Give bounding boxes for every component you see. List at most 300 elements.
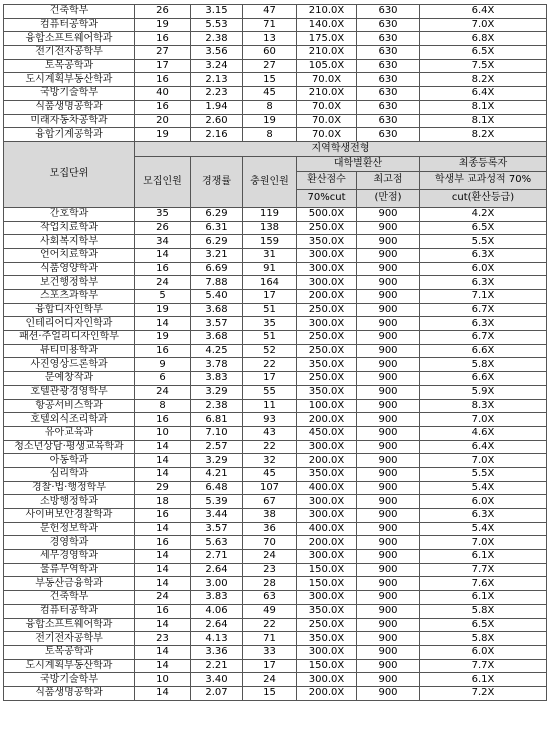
quota-cell: 19 [135,331,191,345]
competition-ratio-cell: 2.38 [191,32,243,46]
final-grade-cut-cell: 5.8X [420,358,547,372]
unit-name-cell: 경영학과 [4,536,135,550]
unit-name-cell: 스포츠과학부 [4,290,135,304]
max-score-cell: 900 [357,645,420,659]
converted-score-cut-cell: 450.0X [297,426,357,440]
max-score-cell: 630 [357,87,420,101]
converted-score-cut-cell: 400.0X [297,481,357,495]
converted-score-cut-cell: 300.0X [297,495,357,509]
admitted-count-cell: 35 [243,317,297,331]
table-row [4,358,547,372]
final-grade-cut-cell: 5.9X [420,385,547,399]
quota-cell: 10 [135,426,191,440]
final-grade-cut-cell: 6.4X [420,440,547,454]
admitted-count-cell: 52 [243,344,297,358]
unit-name-cell: 패션·주얼리디자인학부 [4,331,135,345]
admitted-count-cell: 60 [243,46,297,60]
quota-cell: 9 [135,358,191,372]
quota-cell: 14 [135,317,191,331]
admitted-count-cell: 38 [243,509,297,523]
converted-score-cut-cell: 250.0X [297,303,357,317]
competition-ratio-cell: 2.16 [191,128,243,142]
quota-cell: 5 [135,290,191,304]
competition-ratio-cell: 3.24 [191,59,243,73]
max-score-cell: 900 [357,331,420,345]
max-score-cell: 900 [357,426,420,440]
max-score-cell: 900 [357,686,420,700]
final-grade-cut-cell: 5.4X [420,522,547,536]
unit-name-cell: 항공서비스학과 [4,399,135,413]
converted-score-cut-cell: 175.0X [297,32,357,46]
competition-ratio-cell: 2.71 [191,550,243,564]
admitted-count-cell: 27 [243,59,297,73]
max-score-cell: 900 [357,358,420,372]
admitted-count-cell: 71 [243,18,297,32]
converted-score-cut-cell: 200.0X [297,536,357,550]
unit-name-cell: 식품영양학과 [4,262,135,276]
final-grade-cut-cell: 4.2X [420,207,547,221]
quota-cell: 24 [135,385,191,399]
final-grade-cut-cell: 6.4X [420,5,547,19]
admitted-count-cell: 32 [243,454,297,468]
unit-name-cell: 식품생명공학과 [4,686,135,700]
table-row [4,632,547,646]
table-row [4,385,547,399]
quota-cell: 16 [135,413,191,427]
admitted-count-cell: 33 [243,645,297,659]
converted-score-cut-cell: 300.0X [297,248,357,262]
max-score-cell: 900 [357,248,420,262]
competition-ratio-cell: 2.60 [191,114,243,128]
final-grade-cut-cell: 8.3X [420,399,547,413]
table-row [4,618,547,632]
unit-name-cell: 도시계획부동산학과 [4,659,135,673]
converted-score-cut-cell: 250.0X [297,344,357,358]
table-row [4,413,547,427]
table-row [4,114,547,128]
converted-score-cut-cell: 200.0X [297,413,357,427]
max-score-cell: 900 [357,604,420,618]
max-score-cell: 900 [357,303,420,317]
unit-name-cell: 토목공학과 [4,59,135,73]
unit-name-cell: 토목공학과 [4,645,135,659]
competition-ratio-cell: 2.23 [191,87,243,101]
quota-cell: 19 [135,303,191,317]
competition-ratio-cell: 3.56 [191,46,243,60]
max-score-cell: 630 [357,73,420,87]
max-score-cell: 900 [357,673,420,687]
admitted-count-cell: 51 [243,303,297,317]
converted-score-cut-cell: 150.0X [297,563,357,577]
admitted-count-cell: 8 [243,128,297,142]
unit-name-cell: 융합기계공학과 [4,128,135,142]
regional-applicant-rows [4,207,547,700]
previous-section-rows [4,5,547,142]
final-grade-cut-cell: 7.6X [420,577,547,591]
competition-ratio-cell: 3.00 [191,577,243,591]
final-grade-cut-cell: 8.2X [420,73,547,87]
final-grade-cut-cell: 8.1X [420,114,547,128]
header-conversion: 대학별환산 [297,156,420,171]
converted-score-cut-cell: 100.0X [297,399,357,413]
admitted-count-cell: 17 [243,659,297,673]
competition-ratio-cell: 3.44 [191,509,243,523]
quota-cell: 16 [135,32,191,46]
table-row [4,221,547,235]
header-ratio: 경쟁률 [191,156,243,207]
final-grade-cut-cell: 7.5X [420,59,547,73]
competition-ratio-cell: 5.53 [191,18,243,32]
unit-name-cell: 뷰티미용학과 [4,344,135,358]
quota-cell: 14 [135,248,191,262]
final-grade-cut-cell: 8.2X [420,128,547,142]
quota-cell: 14 [135,440,191,454]
unit-name-cell: 작업치료학과 [4,221,135,235]
table-row [4,235,547,249]
max-score-cell: 900 [357,536,420,550]
unit-name-cell: 도시계획부동산학과 [4,73,135,87]
competition-ratio-cell: 3.57 [191,522,243,536]
quota-cell: 14 [135,645,191,659]
header-final-line1: 학생부 교과성적 70% [420,171,547,189]
converted-score-cut-cell: 70.0X [297,114,357,128]
converted-score-cut-cell: 300.0X [297,509,357,523]
max-score-cell: 900 [357,481,420,495]
unit-name-cell: 건축학부 [4,591,135,605]
quota-cell: 26 [135,221,191,235]
admitted-count-cell: 107 [243,481,297,495]
quota-cell: 26 [135,5,191,19]
max-score-cell: 900 [357,467,420,481]
converted-score-cut-cell: 300.0X [297,317,357,331]
competition-ratio-cell: 5.63 [191,536,243,550]
converted-score-cut-cell: 350.0X [297,235,357,249]
table-row [4,59,547,73]
unit-name-cell: 미래자동차공학과 [4,114,135,128]
competition-ratio-cell: 3.68 [191,331,243,345]
max-score-cell: 900 [357,221,420,235]
unit-name-cell: 문예창작과 [4,372,135,386]
table-row [4,591,547,605]
admitted-count-cell: 67 [243,495,297,509]
table-row [4,87,547,101]
converted-score-cut-cell: 140.0X [297,18,357,32]
final-grade-cut-cell: 7.1X [420,290,547,304]
competition-ratio-cell: 5.39 [191,495,243,509]
quota-cell: 8 [135,399,191,413]
competition-ratio-cell: 4.21 [191,467,243,481]
unit-name-cell: 부동산금융학과 [4,577,135,591]
competition-ratio-cell: 2.64 [191,618,243,632]
competition-ratio-cell: 6.48 [191,481,243,495]
unit-name-cell: 융합소프트웨어학과 [4,32,135,46]
max-score-cell: 630 [357,18,420,32]
quota-cell: 19 [135,18,191,32]
max-score-cell: 900 [357,577,420,591]
competition-ratio-cell: 2.57 [191,440,243,454]
final-grade-cut-cell: 6.7X [420,303,547,317]
competition-ratio-cell: 5.40 [191,290,243,304]
final-grade-cut-cell: 6.0X [420,495,547,509]
admitted-count-cell: 15 [243,73,297,87]
final-grade-cut-cell: 7.0X [420,536,547,550]
final-grade-cut-cell: 7.2X [420,686,547,700]
header-score-line2: 70%cut [297,189,357,207]
final-grade-cut-cell: 7.0X [420,454,547,468]
converted-score-cut-cell: 350.0X [297,385,357,399]
final-grade-cut-cell: 6.7X [420,331,547,345]
converted-score-cut-cell: 300.0X [297,440,357,454]
final-grade-cut-cell: 8.1X [420,100,547,114]
quota-cell: 16 [135,344,191,358]
header-admitted: 충원인원 [243,156,297,207]
final-grade-cut-cell: 6.1X [420,673,547,687]
table-header [4,141,547,207]
table-row [4,5,547,19]
converted-score-cut-cell: 150.0X [297,577,357,591]
header-unit: 모집단위 [4,141,135,207]
admitted-count-cell: 45 [243,467,297,481]
admitted-count-cell: 24 [243,550,297,564]
competition-ratio-cell: 3.29 [191,454,243,468]
quota-cell: 20 [135,114,191,128]
max-score-cell: 630 [357,32,420,46]
table-row [4,454,547,468]
converted-score-cut-cell: 500.0X [297,207,357,221]
converted-score-cut-cell: 200.0X [297,290,357,304]
quota-cell: 14 [135,577,191,591]
table-row [4,262,547,276]
quota-cell: 40 [135,87,191,101]
max-score-cell: 900 [357,207,420,221]
competition-ratio-cell: 3.57 [191,317,243,331]
unit-name-cell: 국방기술학부 [4,673,135,687]
table-row [4,577,547,591]
max-score-cell: 630 [357,46,420,60]
unit-name-cell: 경찰·법·행정학부 [4,481,135,495]
converted-score-cut-cell: 350.0X [297,632,357,646]
competition-ratio-cell: 3.29 [191,385,243,399]
converted-score-cut-cell: 210.0X [297,87,357,101]
table-row [4,536,547,550]
max-score-cell: 900 [357,563,420,577]
final-grade-cut-cell: 4.6X [420,426,547,440]
admission-results-document [3,4,546,701]
unit-name-cell: 사회복지학부 [4,235,135,249]
admitted-count-cell: 43 [243,426,297,440]
competition-ratio-cell: 6.29 [191,235,243,249]
max-score-cell: 630 [357,59,420,73]
quota-cell: 29 [135,481,191,495]
table-row [4,303,547,317]
max-score-cell: 900 [357,399,420,413]
table-row [4,344,547,358]
converted-score-cut-cell: 210.0X [297,46,357,60]
competition-ratio-cell: 2.21 [191,659,243,673]
header-score-line1: 환산점수 [297,171,357,189]
table-row [4,550,547,564]
quota-cell: 16 [135,604,191,618]
unit-name-cell: 유아교육과 [4,426,135,440]
converted-score-cut-cell: 400.0X [297,522,357,536]
admitted-count-cell: 28 [243,577,297,591]
quota-cell: 14 [135,659,191,673]
final-grade-cut-cell: 6.4X [420,87,547,101]
competition-ratio-cell: 6.69 [191,262,243,276]
final-grade-cut-cell: 6.3X [420,248,547,262]
unit-name-cell: 건축학부 [4,5,135,19]
table-row [4,32,547,46]
final-grade-cut-cell: 6.3X [420,509,547,523]
admitted-count-cell: 47 [243,5,297,19]
max-score-cell: 900 [357,235,420,249]
converted-score-cut-cell: 250.0X [297,331,357,345]
unit-name-cell: 전기전자공학부 [4,632,135,646]
max-score-cell: 900 [357,591,420,605]
header-final-title: 최종등록자 [420,156,547,171]
unit-name-cell: 문헌정보학과 [4,522,135,536]
quota-cell: 17 [135,59,191,73]
converted-score-cut-cell: 350.0X [297,358,357,372]
final-grade-cut-cell: 7.7X [420,563,547,577]
table-row [4,290,547,304]
table-row [4,207,547,221]
quota-cell: 16 [135,509,191,523]
unit-name-cell: 언어치료학과 [4,248,135,262]
unit-name-cell: 식품생명공학과 [4,100,135,114]
converted-score-cut-cell: 300.0X [297,591,357,605]
unit-name-cell: 국방기술학부 [4,87,135,101]
unit-name-cell: 사진영상드론학과 [4,358,135,372]
competition-ratio-cell: 7.88 [191,276,243,290]
quota-cell: 14 [135,550,191,564]
competition-ratio-cell: 6.29 [191,207,243,221]
unit-name-cell: 아동학과 [4,454,135,468]
header-max-line2: (만점) [357,189,420,207]
final-grade-cut-cell: 5.5X [420,467,547,481]
competition-ratio-cell: 2.13 [191,73,243,87]
competition-ratio-cell: 3.83 [191,591,243,605]
header-quota: 모집인원 [135,156,191,207]
converted-score-cut-cell: 300.0X [297,673,357,687]
admitted-count-cell: 45 [243,87,297,101]
admitted-count-cell: 119 [243,207,297,221]
competition-ratio-cell: 3.68 [191,303,243,317]
max-score-cell: 630 [357,5,420,19]
max-score-cell: 900 [357,495,420,509]
final-grade-cut-cell: 6.8X [420,32,547,46]
competition-ratio-cell: 6.31 [191,221,243,235]
unit-name-cell: 전기전자공학부 [4,46,135,60]
admitted-count-cell: 24 [243,673,297,687]
final-grade-cut-cell: 5.4X [420,481,547,495]
max-score-cell: 900 [357,413,420,427]
header-final-line2: cut(환산등급) [420,189,547,207]
quota-cell: 14 [135,563,191,577]
unit-name-cell: 간호학과 [4,207,135,221]
competition-ratio-cell: 7.10 [191,426,243,440]
admitted-count-cell: 13 [243,32,297,46]
table-row [4,46,547,60]
table-row [4,509,547,523]
max-score-cell: 900 [357,440,420,454]
admitted-count-cell: 22 [243,358,297,372]
table-row [4,73,547,87]
final-grade-cut-cell: 5.8X [420,604,547,618]
admitted-count-cell: 19 [243,114,297,128]
admitted-count-cell: 31 [243,248,297,262]
competition-ratio-cell: 3.21 [191,248,243,262]
max-score-cell: 900 [357,454,420,468]
final-grade-cut-cell: 6.5X [420,221,547,235]
table-row [4,248,547,262]
quota-cell: 34 [135,235,191,249]
converted-score-cut-cell: 300.0X [297,276,357,290]
quota-cell: 16 [135,100,191,114]
competition-ratio-cell: 2.07 [191,686,243,700]
converted-score-cut-cell: 250.0X [297,221,357,235]
competition-ratio-cell: 6.81 [191,413,243,427]
table-row [4,18,547,32]
table-row [4,686,547,700]
max-score-cell: 900 [357,659,420,673]
converted-score-cut-cell: 70.0X [297,128,357,142]
quota-cell: 14 [135,522,191,536]
unit-name-cell: 호텔관광경영학부 [4,385,135,399]
unit-name-cell: 청소년상담·평생교육학과 [4,440,135,454]
quota-cell: 16 [135,536,191,550]
max-score-cell: 900 [357,317,420,331]
competition-ratio-cell: 4.25 [191,344,243,358]
quota-cell: 10 [135,673,191,687]
table-row [4,481,547,495]
unit-name-cell: 심리학과 [4,467,135,481]
converted-score-cut-cell: 250.0X [297,618,357,632]
quota-cell: 35 [135,207,191,221]
converted-score-cut-cell: 300.0X [297,550,357,564]
competition-ratio-cell: 3.40 [191,673,243,687]
unit-name-cell: 사이버보안경찰학과 [4,509,135,523]
admitted-count-cell: 22 [243,618,297,632]
competition-ratio-cell: 1.94 [191,100,243,114]
table-row [4,467,547,481]
final-grade-cut-cell: 6.6X [420,344,547,358]
admitted-count-cell: 93 [243,413,297,427]
max-score-cell: 900 [357,344,420,358]
converted-score-cut-cell: 105.0X [297,59,357,73]
table-row [4,673,547,687]
admitted-count-cell: 70 [243,536,297,550]
quota-cell: 18 [135,495,191,509]
quota-cell: 24 [135,591,191,605]
max-score-cell: 900 [357,262,420,276]
unit-name-cell: 융합디자인학부 [4,303,135,317]
final-grade-cut-cell: 6.3X [420,276,547,290]
admitted-count-cell: 17 [243,290,297,304]
table-row [4,604,547,618]
admitted-count-cell: 138 [243,221,297,235]
final-grade-cut-cell: 5.8X [420,632,547,646]
table-row [4,372,547,386]
max-score-cell: 630 [357,100,420,114]
final-grade-cut-cell: 6.0X [420,262,547,276]
quota-cell: 14 [135,454,191,468]
quota-cell: 19 [135,128,191,142]
converted-score-cut-cell: 300.0X [297,645,357,659]
unit-name-cell: 소방행정학과 [4,495,135,509]
admitted-count-cell: 17 [243,372,297,386]
final-grade-cut-cell: 6.1X [420,550,547,564]
